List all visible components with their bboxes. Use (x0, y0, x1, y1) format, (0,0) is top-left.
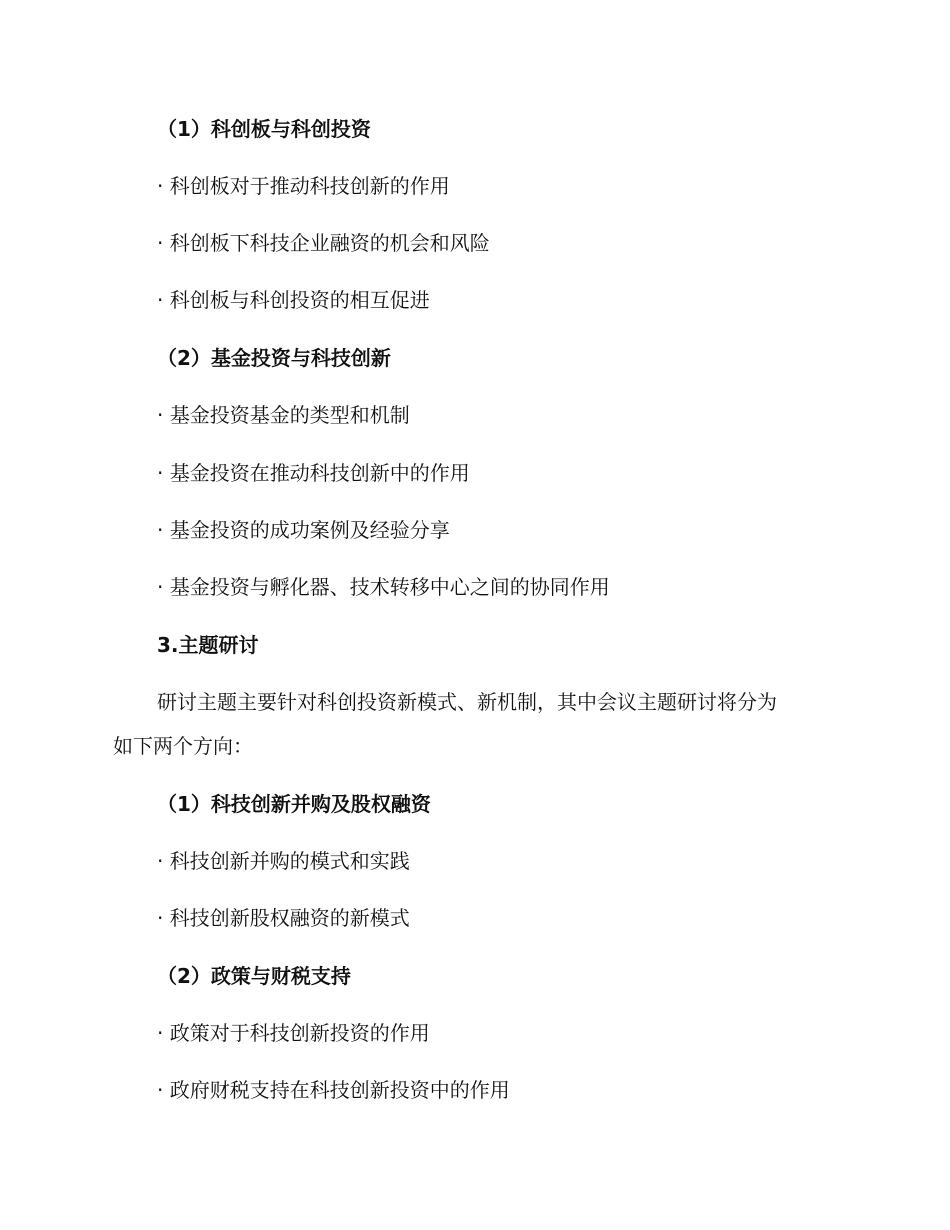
bullet-item: · 科创板对于推动科技创新的作用 (157, 174, 450, 198)
bullet-item: · 政策对于科技创新投资的作用 (157, 1021, 430, 1045)
intro-paragraph-line: 研讨主题主要针对科创投资新模式、新机制，其中会议主题研讨将分为 (157, 690, 777, 714)
section-heading: （1）科创板与科创投资 (157, 117, 371, 141)
bullet-item: · 政府财税支持在科技创新投资中的作用 (157, 1078, 510, 1102)
direction-heading: （1）科技创新并购及股权融资 (157, 792, 431, 816)
bullet-item: · 基金投资在推动科技创新中的作用 (157, 461, 470, 485)
topic-title: 3.主题研讨 (157, 633, 259, 657)
bullet-item: · 科创板下科技企业融资的机会和风险 (157, 231, 490, 255)
bullet-item: · 科技创新股权融资的新模式 (157, 906, 410, 930)
bullet-item: · 基金投资的成功案例及经验分享 (157, 518, 450, 542)
section-heading: （2）基金投资与科技创新 (157, 346, 391, 370)
intro-paragraph-line: 如下两个方向： (113, 734, 253, 758)
direction-heading: （2）政策与财税支持 (157, 964, 351, 988)
bullet-item: · 基金投资与孵化器、技术转移中心之间的协同作用 (157, 575, 610, 599)
bullet-item: · 科技创新并购的模式和实践 (157, 849, 410, 873)
bullet-item: · 基金投资基金的类型和机制 (157, 403, 410, 427)
bullet-item: · 科创板与科创投资的相互促进 (157, 288, 430, 312)
